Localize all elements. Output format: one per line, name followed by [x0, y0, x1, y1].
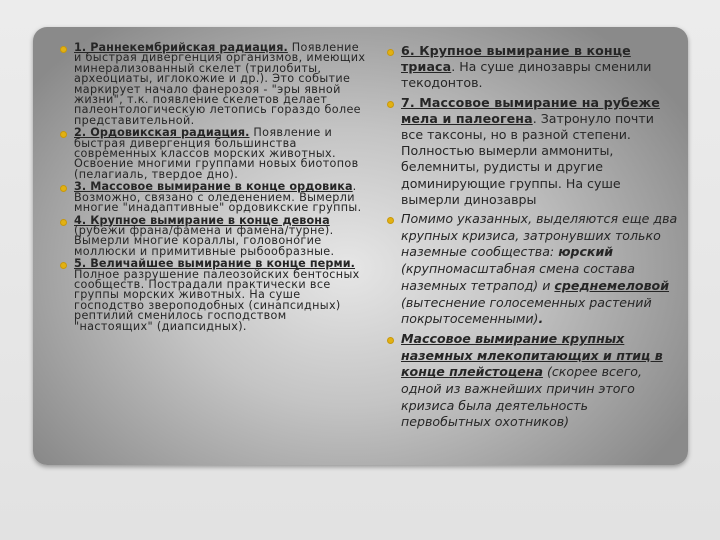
- right-column: [387, 43, 679, 434]
- item-heading: 2. Ордовикская радиация.: [74, 126, 250, 140]
- item-text: (рубежи франа/фамена и фамена/турне). Вымерли многие кораллы, головоногие моллюски и примитивные рыбообразные.: [74, 223, 335, 258]
- bullet-icon: [60, 219, 67, 226]
- bullet-icon: [387, 217, 394, 224]
- item-heading: 4. Крупное вымирание в конце девона: [74, 213, 330, 227]
- list-item: [387, 43, 679, 92]
- list-item: [60, 128, 367, 180]
- list-item: [387, 211, 679, 328]
- item-text: (вытеснение голосеменных растений покрытосеменными): [401, 294, 652, 327]
- bullet-icon: [60, 131, 67, 138]
- item-heading: 5. Величайшее вымирание в конце перми.: [74, 257, 356, 271]
- bullet-icon: [60, 262, 67, 269]
- bullet-icon: [387, 101, 394, 108]
- item-heading: 6. Крупное вымирание в конце триаса: [401, 43, 631, 75]
- left-column: [60, 43, 367, 334]
- item-heading: 7. Массовое вымирание на рубеже мела и палеогена: [401, 94, 660, 126]
- list-item: [387, 331, 679, 431]
- list-item: [387, 95, 679, 208]
- item-term: юрский: [558, 244, 614, 260]
- list-item: [60, 259, 367, 332]
- item-text: . Возможно, связано с оледенением. Вымерли многие "инадаптивные" ордовикские группы.: [74, 180, 362, 215]
- bullet-icon: [60, 185, 67, 192]
- item-text: (скорее всего, одной из важнейших причин этого кризиса была деятельность первобытных охотников): [401, 364, 643, 430]
- bullet-icon: [387, 337, 394, 344]
- item-text: Помимо указанных, выделяются еще два крупных кризиса, затронувших только наземные сообщества:: [401, 211, 678, 260]
- bullet-icon: [60, 46, 67, 53]
- item-text: Полное разрушение палеозойских бентосных сообществ. Пострадали практически все группы морских животных. На суше господство звероподобных (синапсидных) рептилий сменилось господством "настоящих" (диапсидных).: [74, 267, 360, 333]
- item-text: Появление и быстрая дивергенция большинства современных классов морских животных. Освоение многими группами новых биотопов (пелагиаль, твердое дно).: [74, 126, 359, 181]
- item-heading: Массовое вымирание крупных наземных млекопитающих и птиц в конце плейстоцена: [401, 330, 663, 380]
- item-heading: 1. Раннекембрийская радиация.: [74, 41, 288, 54]
- item-text: . На суше динозавры сменили текодонтов.: [401, 59, 652, 91]
- list-item: [60, 213, 367, 258]
- item-heading: 3. Массовое вымирание в конце ордовика: [74, 180, 353, 194]
- item-text: .: [538, 311, 544, 327]
- list-item: [60, 43, 367, 126]
- list-item: [60, 182, 367, 213]
- item-term: среднемеловой: [554, 277, 670, 293]
- bullet-icon: [387, 49, 394, 56]
- item-text: (крупномасштабная смена состава наземных тетрапод) и: [401, 261, 636, 293]
- item-text: Появление и быстрая дивергенция организмов, имеющих минерализованный скелет (трилобиты, археоциаты, иглокожие и др.). Это событие маркирует начало фанерозоя - "эры явной жизни", т.к. появление скелетов делает палеонтологическую летопись гораздо более представительной.: [74, 41, 366, 127]
- item-text: . Затронуло почти все таксоны, но в разной степени. Полностью вымерли аммониты, белемниты, рудисты и другие доминирующие группы. На суше вымерли динозавры: [401, 110, 654, 207]
- slide-card: [33, 27, 688, 465]
